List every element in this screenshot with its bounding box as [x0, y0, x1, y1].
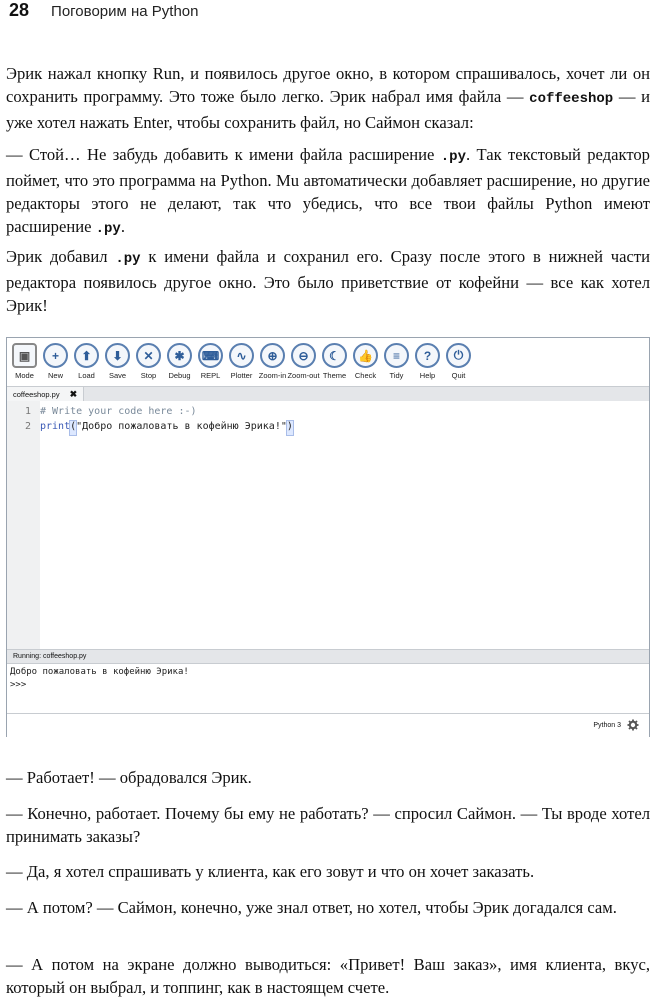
- save-icon: ⬇: [105, 343, 130, 368]
- tidy-icon: ≡: [384, 343, 409, 368]
- paragraph-3-text-a: Эрик добавил: [6, 247, 116, 266]
- mode-icon: ▣: [12, 343, 37, 368]
- paragraph-2-text-a: — Стой… Не забудь добавить к имени файла расширение: [6, 145, 441, 164]
- gear-icon[interactable]: [627, 719, 639, 731]
- toolbar-label: Plotter: [230, 371, 253, 380]
- paragraph-2-text-c: .: [120, 217, 125, 236]
- toolbar-label: Zoom-out: [287, 371, 320, 380]
- paragraph-3-text-b: к имени файла и сохранил его. Сразу после этого в нижней части редактора появилось другое окно. Это было приветствие от кофейни — все как хотел Эрик!: [6, 247, 650, 315]
- toolbar-label: Mode: [15, 371, 34, 380]
- toolbar-button-check[interactable]: [350, 343, 381, 380]
- code-paren-close: ): [287, 421, 293, 435]
- toolbar-button-mode[interactable]: [9, 343, 40, 380]
- paragraph-7: — А потом? — Саймон, конечно, уже знал ответ, но хотел, чтобы Эрик догадался сам.: [6, 898, 617, 917]
- paragraph-1-text-a: Эрик нажал кнопку Run, и появилось другое окно, в котором спрашивалось, хочет ли он сохранить программу. Это тоже было легко. Эрик набрал имя файла —: [6, 64, 650, 106]
- inline-code-ext-3: .py: [115, 251, 141, 267]
- toolbar-button-help[interactable]: [412, 343, 443, 380]
- repl-icon: ⌨: [198, 343, 223, 368]
- repl-prompt: >>>: [10, 680, 27, 690]
- toolbar-button-quit[interactable]: [443, 343, 474, 380]
- check-icon: 👍: [353, 343, 378, 368]
- line-number: 2: [24, 421, 31, 432]
- line-number: 1: [24, 406, 31, 417]
- code-editor[interactable]: [7, 401, 649, 650]
- plotter-icon: ∿: [229, 343, 254, 368]
- paragraph-4: — Работает! — обрадовался Эрик.: [6, 768, 252, 787]
- toolbar-button-stop[interactable]: [133, 343, 164, 380]
- page-number: 28: [9, 0, 30, 20]
- toolbar-label: Help: [419, 371, 436, 380]
- toolbar-label: Stop: [140, 371, 157, 380]
- mode-indicator[interactable]: Python 3: [593, 721, 621, 729]
- code-line-2: [7, 421, 293, 435]
- code-keyword: print: [40, 421, 71, 432]
- code-string: "Добро пожаловать в кофейню Эрика!": [76, 421, 287, 432]
- toolbar-button-repl[interactable]: [195, 343, 226, 380]
- inline-code-filename: coffeeshop: [529, 91, 614, 107]
- debug-icon: ✱: [167, 343, 192, 368]
- theme-icon: ☾: [322, 343, 347, 368]
- inline-code-ext-2: .py: [95, 221, 121, 237]
- toolbar-button-debug[interactable]: [164, 343, 195, 380]
- paragraph-2: [6, 143, 650, 241]
- paragraph-2-text-b: . Так текстовый редактор поймет, что это программа на Python. Mu автоматически добавляет расширение, но другие редакторы этого не делают, так что убедись, что все твои файлы Python имеют расширение: [6, 145, 650, 236]
- toolbar-button-new[interactable]: [40, 343, 71, 380]
- running-title: Поговорим на Python: [51, 3, 199, 20]
- paragraph-5: — Конечно, работает. Почему бы ему не работать? — спросил Саймон. — Ты вроде хотел принимать заказы?: [6, 804, 650, 846]
- mu-tab-bar: [7, 386, 649, 401]
- stop-icon: ✕: [136, 343, 161, 368]
- mu-editor-screenshot: [6, 337, 650, 737]
- toolbar-label: Zoom-in: [258, 371, 287, 380]
- paragraph-8: — А потом на экране должно выводиться: «Привет! Ваш заказ», имя клиента, вкус, который он выбрал, и топпинг, как в настоящем счете.: [6, 955, 650, 997]
- code-comment: # Write your code here :-): [40, 406, 197, 417]
- zoom-out-icon: ⊖: [291, 343, 316, 368]
- status-bar: [7, 713, 649, 736]
- toolbar-button-theme[interactable]: [319, 343, 350, 380]
- mu-toolbar: [7, 338, 649, 386]
- toolbar-label: Theme: [322, 371, 347, 380]
- running-bar: [7, 650, 649, 664]
- zoom-in-icon: ⊕: [260, 343, 285, 368]
- help-icon: ?: [415, 343, 440, 368]
- page-header: [9, 0, 198, 26]
- toolbar-button-tidy[interactable]: [381, 343, 412, 380]
- quit-icon: ⏻: [446, 343, 471, 368]
- toolbar-button-save[interactable]: [102, 343, 133, 380]
- load-icon: ⬆: [74, 343, 99, 368]
- line-gutter: [7, 401, 40, 649]
- output-line: Добро пожаловать в кофейню Эрика!: [10, 667, 189, 677]
- toolbar-label: New: [47, 371, 63, 380]
- toolbar-button-zoom-in[interactable]: [257, 343, 288, 380]
- toolbar-label: Load: [78, 371, 95, 380]
- toolbar-label: Tidy: [389, 371, 404, 380]
- toolbar-label: Save: [108, 371, 127, 380]
- new-icon: +: [43, 343, 68, 368]
- toolbar-label: Check: [354, 371, 377, 380]
- toolbar-button-plotter[interactable]: [226, 343, 257, 380]
- paragraph-6: — Да, я хотел спрашивать у клиента, как его зовут и что он хочет заказать.: [6, 862, 535, 881]
- code-paren-open: (: [70, 421, 76, 435]
- paragraph-1: [6, 62, 650, 134]
- tab-coffeeshop[interactable]: [7, 387, 84, 401]
- toolbar-label: Debug: [168, 371, 191, 380]
- tab-filename: coffeeshop.py: [13, 389, 60, 399]
- close-tab-icon[interactable]: ✖: [69, 388, 78, 399]
- paragraph-3: [6, 245, 650, 317]
- inline-code-ext: .py: [440, 149, 466, 165]
- toolbar-button-load[interactable]: [71, 343, 102, 380]
- toolbar-button-zoom-out[interactable]: [288, 343, 319, 380]
- code-line-1: [7, 406, 197, 420]
- toolbar-label: REPL: [200, 371, 221, 380]
- toolbar-label: Quit: [451, 371, 466, 380]
- paragraph-1-text-b: — и уже хотел нажать Enter, чтобы сохранить файл, но Саймон сказал:: [6, 87, 650, 132]
- running-label: Running: coffeeshop.py: [13, 653, 87, 660]
